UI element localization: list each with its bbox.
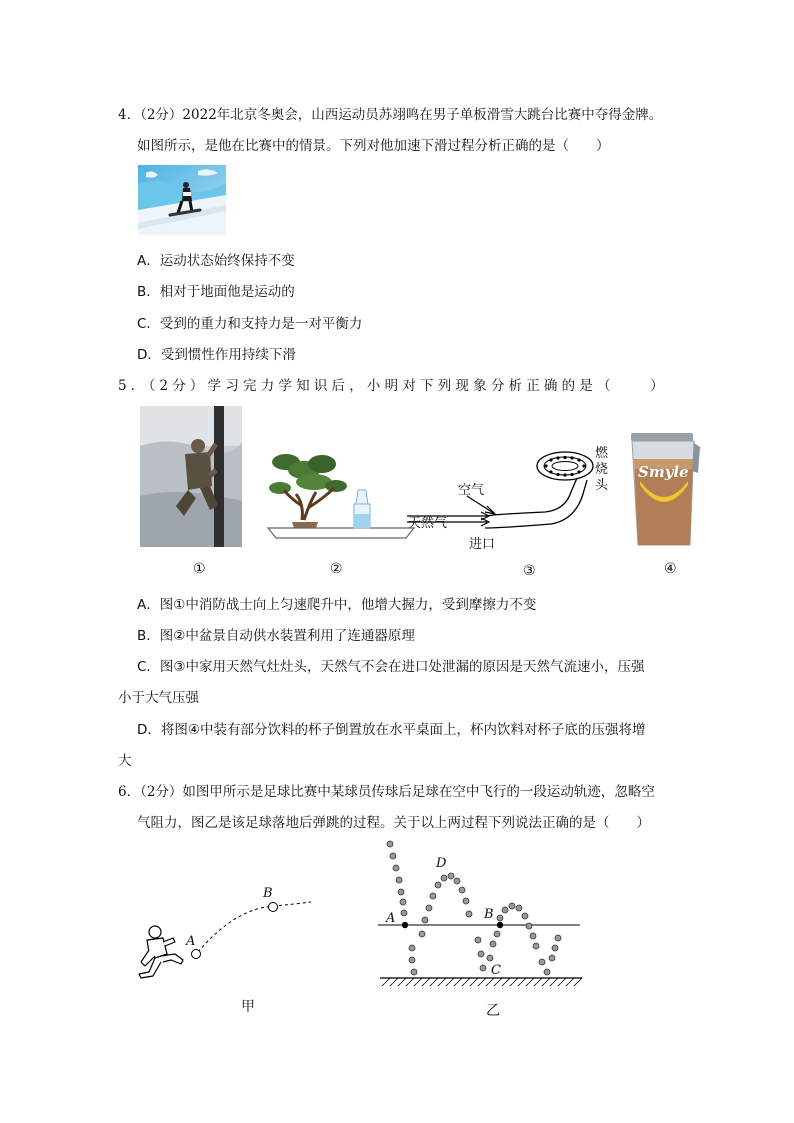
q6-fig-jia-trajectory <box>135 880 325 990</box>
q6-fig-jia-caption: 甲 <box>241 999 255 1015</box>
q5-fig-label-2: ② <box>330 561 343 577</box>
q4-option-d: D．受到惯性作用持续下滑 <box>137 347 296 363</box>
q6-fig-yi-caption: 乙 <box>486 1003 500 1019</box>
q5-fig4-drink-cup-photo <box>628 433 702 548</box>
q5-option-c-line1: C．图③中家用天然气灶灶头，天然气不会在进口处泄漏的原因是天然气流速小，压强 <box>137 659 645 675</box>
q4-stem-line2: 如图所示，是他在比赛中的情景。下列对他加速下滑过程分析正确的是（ ） <box>137 138 610 154</box>
q5-option-b: B．图②中盆景自动供水装置利用了连通器原理 <box>137 628 415 644</box>
q6-fig-jia-point-b: B <box>263 886 273 901</box>
q6-stem-line2: 气阻力，图乙是该足球落地后弹跳的过程。关于以上两过程下列说法正确的是（ ） <box>137 815 650 831</box>
q5-fig3-label-gas: 天然气 <box>408 516 448 531</box>
q6-fig-yi-bounce <box>372 838 587 990</box>
q4-option-b: B．相对于地面他是运动的 <box>137 284 295 300</box>
q5-fig3-label-air: 空气 <box>458 483 485 498</box>
q5-option-d-line2: 大 <box>118 753 132 769</box>
q5-option-c-line2: 小于大气压强 <box>118 690 199 706</box>
q5-fig-label-3: ③ <box>523 563 536 579</box>
q4-stem-line1: 4．（2分）2022年北京冬奥会，山西运动员苏翊鸣在男子单板滑雪大跳台比赛中夺得金牌。 <box>118 107 663 123</box>
q5-option-a: A．图①中消防战士向上匀速爬升中，他增大握力，受到摩擦力不变 <box>137 597 537 613</box>
q5-fig-label-4: ④ <box>664 561 677 577</box>
q5-fig3-label-inlet: 进口 <box>469 537 496 552</box>
q6-fig-yi-point-a: A <box>386 911 396 926</box>
q5-fig3-gas-burner-diagram <box>405 442 625 554</box>
q4-option-a: A．运动状态始终保持不变 <box>137 253 295 269</box>
q6-fig-yi-point-d: D <box>436 856 447 871</box>
q5-stem: 5．（2分）学习完力学知识后，小明对下列现象分析正确的是（ ） <box>118 378 668 394</box>
q6-fig-yi-point-b: B <box>484 907 494 922</box>
q4-snowboard-photo <box>138 165 226 235</box>
q6-fig-yi-point-c: C <box>491 963 501 978</box>
q5-fig4-cup-brand: Smyle <box>638 463 689 481</box>
q6-stem-line1: 6．（2分）如图甲所示是足球比赛中某球员传球后足球在空中飞行的一段运动轨迹，忽略空 <box>118 784 655 800</box>
q5-fig1-firefighter-photo <box>140 406 242 547</box>
q5-fig3-label-burner: 燃烧头 <box>595 446 609 493</box>
q5-fig-label-1: ① <box>193 561 206 577</box>
q6-fig-jia-point-a: A <box>186 934 196 949</box>
q5-option-d-line1: D．将图④中装有部分饮料的杯子倒置放在水平桌面上，杯内饮料对杯子底的压强将增 <box>137 722 646 738</box>
q5-fig2-bonsai-drawing <box>266 448 416 543</box>
q4-option-c: C．受到的重力和支持力是一对平衡力 <box>137 316 363 332</box>
